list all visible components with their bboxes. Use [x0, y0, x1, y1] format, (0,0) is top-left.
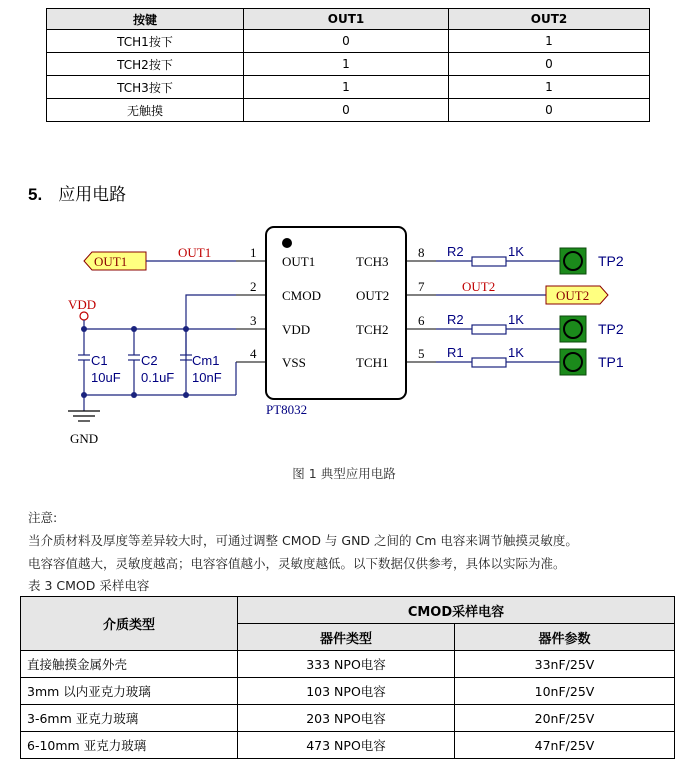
pin-name: TCH3 — [356, 254, 389, 269]
key-output-table — [46, 8, 650, 122]
vdd-terminal-icon — [80, 312, 88, 320]
table-row — [47, 99, 650, 122]
out1-flag-label: OUT1 — [94, 254, 128, 269]
table-cell: 0 — [244, 30, 449, 53]
figure-caption: 图 1 典型应用电路 — [292, 466, 396, 481]
resistor-ref: R2 — [447, 312, 464, 327]
table-cell: 0 — [244, 99, 449, 122]
resistor-value: 1K — [508, 345, 524, 360]
table-cell: 1 — [449, 30, 650, 53]
pin-name: VDD — [282, 322, 311, 337]
resistor-ref: R2 — [447, 244, 464, 259]
capacitor-value: 10nF — [192, 370, 222, 385]
table-cell: 1 — [244, 76, 449, 99]
cmod-capacitor-table — [20, 596, 675, 759]
table-title: 表 3 CMOD 采样电容 — [28, 578, 150, 593]
table-row — [47, 76, 650, 99]
capacitor-value: 10uF — [91, 370, 121, 385]
resistor-value: 1K — [508, 244, 524, 259]
application-circuit-schematic — [0, 215, 688, 455]
pin-name: OUT2 — [356, 288, 390, 303]
resistor-icon — [472, 358, 506, 367]
table-header-row — [47, 9, 650, 30]
note-line: 当介质材料及厚度等差异较大时，可通过调整 CMOD 与 GND 之间的 Cm 电容来调节触摸灵敏度。 — [28, 533, 578, 548]
table-header: OUT2 — [449, 9, 650, 30]
section-number: 5. — [28, 185, 43, 204]
resistor-value: 1K — [508, 312, 524, 327]
capacitor-value: 0.1uF — [141, 370, 175, 385]
chip-name: PT8032 — [266, 402, 308, 417]
table-cell: TCH3按下 — [47, 76, 244, 99]
table-cell: 0 — [449, 53, 650, 76]
table-cell: 3-6mm 亚克力玻璃 — [21, 705, 238, 732]
table-row — [21, 651, 675, 678]
pin1-marker-icon — [282, 238, 292, 248]
chip-body — [266, 227, 406, 399]
table-row — [21, 732, 675, 759]
pin-name: TCH1 — [356, 355, 389, 370]
table-cell: 1 — [244, 53, 449, 76]
pad-label: TP1 — [598, 354, 624, 370]
pin-name: CMOD — [282, 288, 322, 303]
table-row — [47, 53, 650, 76]
out2-net-label: OUT2 — [462, 279, 496, 294]
table-cell: 473 NPO电容 — [238, 732, 455, 759]
table-cell: 1 — [449, 76, 650, 99]
pin-number: 5 — [418, 346, 425, 361]
table-row — [21, 705, 675, 732]
pin-number: 6 — [418, 313, 425, 328]
table-cell: 0 — [449, 99, 650, 122]
pin-name: OUT1 — [282, 254, 316, 269]
table-header: 介质类型 — [21, 597, 238, 651]
table-header: OUT1 — [244, 9, 449, 30]
table-cell: TCH2按下 — [47, 53, 244, 76]
resistor-ref: R1 — [447, 345, 464, 360]
table-header: 器件参数 — [455, 624, 675, 651]
table-header: CMOD采样电容 — [238, 597, 675, 624]
table-cell: TCH1按下 — [47, 30, 244, 53]
ground-symbol-icon — [68, 411, 100, 421]
table-cell: 直接触摸金属外壳 — [21, 651, 238, 678]
out1-net-label: OUT1 — [178, 245, 212, 260]
resistor-icon — [472, 325, 506, 334]
table-header-row — [21, 597, 675, 624]
table-header: 按键 — [47, 9, 244, 30]
capacitor-ref: Cm1 — [192, 353, 220, 368]
vdd-label: VDD — [68, 297, 97, 312]
table-header: 器件类型 — [238, 624, 455, 651]
capacitor-ref: C1 — [91, 353, 108, 368]
table-cell: 6-10mm 亚克力玻璃 — [21, 732, 238, 759]
table-row — [47, 30, 650, 53]
pin-number: 1 — [250, 245, 257, 260]
table-cell: 10nF/25V — [455, 678, 675, 705]
capacitor-ref: C2 — [141, 353, 158, 368]
table-cell: 33nF/25V — [455, 651, 675, 678]
table-cell: 无触摸 — [47, 99, 244, 122]
out2-flag-label: OUT2 — [556, 288, 590, 303]
gnd-label: GND — [70, 431, 99, 446]
pin-number: 7 — [418, 279, 425, 294]
resistor-icon — [472, 257, 506, 266]
note-label: 注意: — [28, 510, 58, 525]
table-row — [21, 678, 675, 705]
table-cell: 20nF/25V — [455, 705, 675, 732]
pad-label: TP2 — [598, 321, 624, 337]
section-heading — [28, 180, 126, 205]
pin-name: TCH2 — [356, 322, 389, 337]
pad-label: TP2 — [598, 253, 624, 269]
section-title: 应用电路 — [58, 185, 127, 205]
table-cell: 333 NPO电容 — [238, 651, 455, 678]
pin-number: 4 — [250, 346, 257, 361]
table-cell: 203 NPO电容 — [238, 705, 455, 732]
pin-number: 2 — [250, 279, 257, 294]
table-cell: 3mm 以内亚克力玻璃 — [21, 678, 238, 705]
note-line: 电容容值越大，灵敏度越高；电容容值越小，灵敏度越低。以下数据仅供参考，具体以实际为准。 — [28, 556, 566, 571]
pin-number: 8 — [418, 245, 425, 260]
table-cell: 103 NPO电容 — [238, 678, 455, 705]
pin-name: VSS — [282, 355, 306, 370]
table-cell: 47nF/25V — [455, 732, 675, 759]
pin-number: 3 — [250, 313, 257, 328]
